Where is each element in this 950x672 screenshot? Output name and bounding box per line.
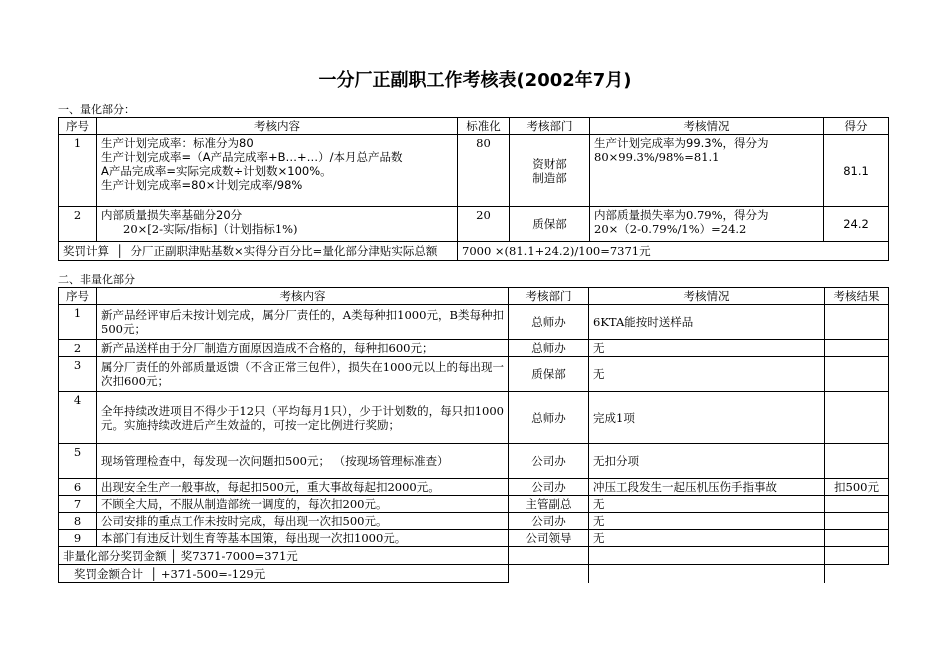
row-content: 本部门有违反计划生育等基本国策，每出现一次扣1000元。 bbox=[97, 530, 509, 547]
row-no: 3 bbox=[59, 357, 97, 392]
empty-cell bbox=[509, 547, 589, 565]
row-dept bbox=[510, 135, 590, 207]
reward-row bbox=[59, 242, 889, 261]
dept-line: 制造部 bbox=[532, 170, 567, 185]
reward-result: 7000 ×(81.1+24.2)/100=7371元 bbox=[458, 242, 889, 261]
row-no: 1 bbox=[59, 305, 97, 340]
grand-total-cell: 奖罚金额合计 │ +371-500=-129元 bbox=[59, 565, 509, 583]
content-line: A产品完成率=实际完成数÷计划数×100%。 bbox=[101, 164, 332, 178]
row-situation: 无 bbox=[589, 357, 825, 392]
header-result: 考核结果 bbox=[825, 288, 889, 305]
nonquant-total-row bbox=[59, 547, 889, 565]
row-dept: 主管副总 bbox=[509, 496, 589, 513]
table-row bbox=[59, 496, 889, 513]
table-row bbox=[59, 479, 889, 496]
row-dept: 总师办 bbox=[509, 340, 589, 357]
situation-line: 生产计划完成率为99.3%，得分为 bbox=[594, 136, 769, 150]
reward-label: 奖罚计算 bbox=[63, 244, 109, 258]
header-standard: 标准化 bbox=[458, 118, 510, 135]
non-quantified-table bbox=[58, 287, 889, 583]
row-standard: 20 bbox=[458, 207, 510, 242]
table-row bbox=[59, 357, 889, 392]
grand-total-value: +371-500=-129元 bbox=[160, 566, 266, 581]
situation-line: 内部质量损失率为0.79%，得分为 bbox=[594, 208, 769, 222]
row-result bbox=[825, 305, 889, 340]
header-content: 考核内容 bbox=[97, 118, 458, 135]
content-line: 生产计划完成率=（A产品完成率+B…+…）/本月总产品数 bbox=[101, 150, 403, 164]
row-no: 2 bbox=[59, 340, 97, 357]
row-situation: 无扣分项 bbox=[589, 444, 825, 479]
empty-cell bbox=[509, 565, 589, 583]
table-row bbox=[59, 305, 889, 340]
row-content: 新产品送样由于分厂制造方面原因造成不合格的，每种扣600元； bbox=[97, 340, 509, 357]
row-content bbox=[97, 207, 458, 242]
empty-cell bbox=[825, 547, 889, 565]
dept-line: 资财部 bbox=[532, 156, 567, 171]
row-content bbox=[97, 135, 458, 207]
header-no: 序号 bbox=[59, 118, 97, 135]
row-situation: 无 bbox=[589, 513, 825, 530]
reward-cell: 奖罚计算 │ 分厂正副职津贴基数×实得分百分比=量化部分津贴实际总额 bbox=[59, 242, 458, 261]
header-score: 得分 bbox=[824, 118, 889, 135]
header-content: 考核内容 bbox=[97, 288, 509, 305]
row-result: 扣500元 bbox=[825, 479, 889, 496]
row-result bbox=[825, 357, 889, 392]
empty-cell bbox=[825, 565, 889, 583]
table-header-row bbox=[59, 288, 889, 305]
quantified-table bbox=[58, 117, 889, 261]
situation-line: 20×（2-0.79%/1%）=24.2 bbox=[594, 222, 747, 236]
table-row bbox=[59, 530, 889, 547]
nonquant-total-value: 奖7371-7000=371元 bbox=[180, 548, 298, 563]
empty-cell bbox=[589, 547, 825, 565]
row-no: 5 bbox=[59, 444, 97, 479]
table-row bbox=[59, 444, 889, 479]
row-situation bbox=[590, 207, 824, 242]
row-content: 现场管理检查中，每发现一次问题扣500元； （按现场管理标准查） bbox=[97, 444, 509, 479]
table-header-row bbox=[59, 118, 889, 135]
row-situation bbox=[590, 135, 824, 207]
row-no: 2 bbox=[59, 207, 97, 242]
row-dept: 质保部 bbox=[510, 207, 590, 242]
header-no: 序号 bbox=[59, 288, 97, 305]
reward-formula: 分厂正副职津贴基数×实得分百分比=量化部分津贴实际总额 bbox=[130, 244, 438, 258]
nonquant-total-cell: 非量化部分奖罚金额 │ 奖7371-7000=371元 bbox=[59, 547, 509, 565]
table-row bbox=[59, 207, 889, 242]
row-result bbox=[825, 496, 889, 513]
content-line: 内部质量损失率基础分20分 bbox=[101, 208, 243, 222]
row-result bbox=[825, 340, 889, 357]
table-row bbox=[59, 392, 889, 444]
row-dept: 公司办 bbox=[509, 513, 589, 530]
content-line: 生产计划完成率=80×计划完成率/98% bbox=[101, 178, 303, 192]
row-situation: 完成1项 bbox=[589, 392, 825, 444]
row-no: 8 bbox=[59, 513, 97, 530]
row-content: 属分厂责任的外部质量返馈（不含正常三包件），损失在1000元以上的每出现一次扣600元； bbox=[97, 357, 509, 392]
row-dept: 公司领导 bbox=[509, 530, 589, 547]
row-situation: 冲压工段发生一起压机压伤手指事故 bbox=[589, 479, 825, 496]
row-result bbox=[825, 392, 889, 444]
row-dept: 总师办 bbox=[509, 392, 589, 444]
row-situation: 无 bbox=[589, 530, 825, 547]
row-content: 新产品经评审后未按计划完成，属分厂责任的，A类每种扣1000元，B类每种扣500元； bbox=[97, 305, 509, 340]
page-title: 一分厂正副职工作考核表(2002年7月) bbox=[318, 70, 632, 91]
table-row bbox=[59, 513, 889, 530]
row-situation: 无 bbox=[589, 340, 825, 357]
header-dept: 考核部门 bbox=[510, 118, 590, 135]
row-result bbox=[825, 513, 889, 530]
row-dept: 总师办 bbox=[509, 305, 589, 340]
row-no: 6 bbox=[59, 479, 97, 496]
row-score: 24.2 bbox=[824, 207, 889, 242]
content-line: 生产计划完成率：标准分为80 bbox=[101, 136, 254, 150]
row-no: 1 bbox=[59, 135, 97, 207]
row-content: 出现安全生产一般事故，每起扣500元，重大事故每起扣2000元。 bbox=[97, 479, 509, 496]
row-score: 81.1 bbox=[824, 135, 889, 207]
content-line: 20×[2-实际/指标]（计划指标1%) bbox=[123, 222, 298, 236]
empty-cell bbox=[589, 565, 825, 583]
row-no: 9 bbox=[59, 530, 97, 547]
row-result bbox=[825, 530, 889, 547]
grand-total-label: 奖罚金额合计 bbox=[73, 566, 143, 581]
table-row bbox=[59, 135, 889, 207]
row-situation: 无 bbox=[589, 496, 825, 513]
row-situation: 6KTA能按时送样品 bbox=[589, 305, 825, 340]
header-situation: 考核情况 bbox=[589, 288, 825, 305]
grand-total-row bbox=[59, 565, 889, 583]
section1-label: 一、量化部分： bbox=[58, 103, 135, 116]
header-dept: 考核部门 bbox=[509, 288, 589, 305]
row-no: 4 bbox=[59, 392, 97, 444]
row-content: 公司安排的重点工作未按时完成，每出现一次扣500元。 bbox=[97, 513, 509, 530]
header-situation: 考核情况 bbox=[590, 118, 824, 135]
situation-line: 80×99.3%/98%=81.1 bbox=[594, 150, 720, 164]
row-dept: 质保部 bbox=[509, 357, 589, 392]
nonquant-total-label: 非量化部分奖罚金额 bbox=[63, 548, 167, 563]
row-result bbox=[825, 444, 889, 479]
row-no: 7 bbox=[59, 496, 97, 513]
row-content: 不顾全大局，不服从制造部统一调度的，每次扣200元。 bbox=[97, 496, 509, 513]
table-row bbox=[59, 340, 889, 357]
section2-label: 二、非量化部分 bbox=[58, 273, 135, 286]
row-dept: 公司办 bbox=[509, 479, 589, 496]
row-standard: 80 bbox=[458, 135, 510, 207]
row-dept: 公司办 bbox=[509, 444, 589, 479]
row-content: 全年持续改进项目不得少于12只（平均每月1只），少于计划数的，每只扣1000元。实施持续改进后产生效益的，可按一定比例进行奖励； bbox=[97, 392, 509, 444]
